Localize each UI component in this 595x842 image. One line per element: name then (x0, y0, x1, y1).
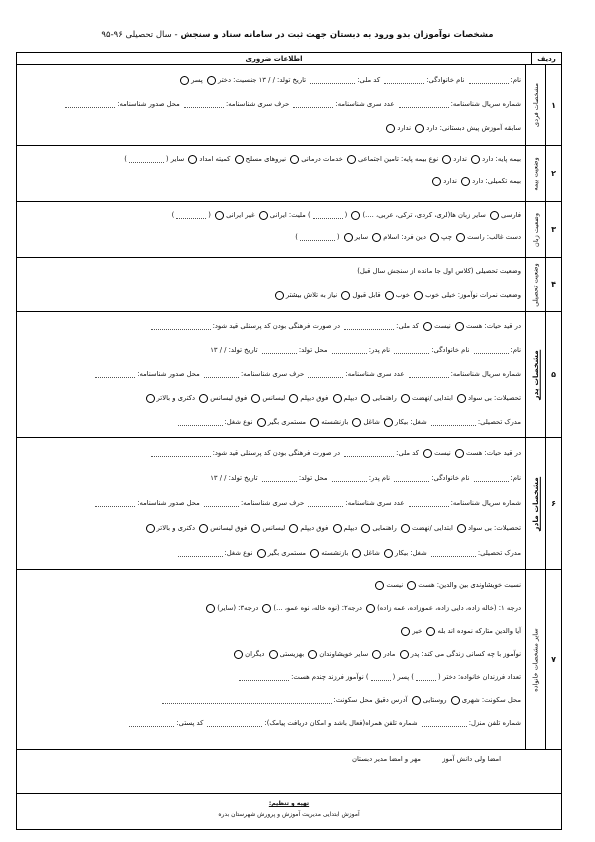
parent-signature: امضا ولی دانش آموز (442, 755, 501, 763)
home-phone-field[interactable] (422, 719, 467, 727)
signature-area (17, 752, 561, 792)
serial-no-field[interactable] (308, 370, 343, 378)
job-type-field[interactable] (178, 549, 223, 557)
issue-field[interactable] (65, 100, 115, 108)
section-education (17, 258, 561, 312)
section-number: ۶ (545, 438, 561, 569)
left-hand-radio[interactable] (430, 233, 439, 242)
army-radio[interactable] (235, 155, 244, 164)
serial-no-field[interactable] (308, 499, 343, 507)
row-phone: شماره تلفن منزل: شماره تلفن همراه(فعال باشد و امکان دریافت پیامک): کد پستی: (21, 718, 521, 728)
page-title (40, 30, 555, 40)
personnel-code-field[interactable] (151, 449, 211, 457)
serial-no-field[interactable] (293, 100, 333, 108)
serial-field[interactable] (399, 100, 449, 108)
middle-radio[interactable] (361, 394, 370, 403)
section-label: مشخصات پدر (525, 312, 545, 437)
live-father-radio[interactable] (400, 650, 409, 659)
row-alive: در قید حیات: هست نیست کد ملی: در صورت فرهنگی بودن کد پرسنلی قید شود: (21, 321, 521, 331)
foreign-radio[interactable] (215, 211, 224, 220)
section-number: ۱ (545, 65, 561, 145)
family-field[interactable] (384, 76, 424, 84)
daughters-field[interactable] (416, 673, 436, 681)
urban-radio[interactable] (451, 696, 460, 705)
divorce-yes-radio[interactable] (426, 627, 435, 636)
prepared-by (17, 793, 561, 829)
associate-radio[interactable] (289, 524, 298, 533)
relation-no-radio[interactable] (375, 581, 384, 590)
birth-order-field[interactable] (239, 673, 289, 681)
insurance-yes-radio[interactable] (471, 155, 480, 164)
serial-field[interactable] (409, 499, 449, 507)
preschool-no-radio[interactable] (386, 124, 395, 133)
other-religion-radio[interactable] (344, 233, 353, 242)
postal-code-field[interactable] (129, 719, 174, 727)
degree-field[interactable] (431, 549, 476, 557)
grandfather-field[interactable] (332, 346, 367, 354)
other-lang-field[interactable] (313, 211, 343, 219)
prepared-by-title: تهیه و تنظیم: (268, 800, 310, 807)
alive-no-radio[interactable] (423, 449, 432, 458)
father-nid-field[interactable] (344, 322, 394, 330)
supp-yes-radio[interactable] (461, 177, 470, 186)
section-body (21, 258, 521, 311)
right-hand-radio[interactable] (456, 233, 465, 242)
alive-yes-radio[interactable] (455, 322, 464, 331)
row-edu: تحصیلات: بی سواد ابتدایی /نهضت راهنمایی دیپلم فوق دیپلم لیسانس فوق لیسانس دکتری و بالاتر (21, 523, 521, 533)
illiterate-radio[interactable] (457, 524, 466, 533)
islam-radio[interactable] (372, 233, 381, 242)
supp-no-radio[interactable] (432, 177, 441, 186)
row-degree: درجه ۱: (خاله زاده، دایی زاده، عموزاده، عمه زاده) درجه۲: (نوه خاله، نوه عمو، ...) درجه۳: (سایر) (21, 603, 521, 613)
alive-yes-radio[interactable] (455, 449, 464, 458)
live-welfare-radio[interactable] (269, 650, 278, 659)
social-security-radio[interactable] (347, 155, 356, 164)
grandfather-field[interactable] (332, 474, 367, 482)
retired-radio[interactable] (310, 418, 319, 427)
illiterate-radio[interactable] (457, 394, 466, 403)
retired-radio[interactable] (310, 549, 319, 558)
row-preschool: سابقه آموزش پیش دبستانی: دارد ندارد (21, 123, 521, 133)
section-label: وضعیت بیمه (525, 146, 545, 201)
degree3-radio[interactable] (206, 604, 215, 613)
row-edu: وضعیت تحصیلی (کلاس اول جا مانده از سنجش سال قبل) (357, 267, 521, 275)
diploma-radio[interactable] (333, 524, 342, 533)
radif-header: ردیف (531, 53, 561, 65)
row-home: محل سکونت: شهری روستایی آدرس دقیق محل سکونت: (21, 695, 521, 705)
father-family-field[interactable] (394, 346, 429, 354)
row-job: مدرک تحصیلی: شغل: بیکار شاغل بازنشسته مستمری بگیر نوع شغل: (21, 417, 521, 427)
alive-no-radio[interactable] (423, 322, 432, 331)
personnel-code-field[interactable] (151, 322, 211, 330)
section-number: ۳ (545, 202, 561, 257)
relief-radio[interactable] (188, 155, 197, 164)
section-label: سایر مشخصات خانواده (525, 570, 545, 749)
section-number: ۷ (545, 570, 561, 749)
section-body (21, 312, 521, 437)
mother-name-field[interactable] (474, 474, 509, 482)
row-alive: در قید حیات: هست نیست کد ملی: در صورت فرهنگی بودن کد پرسنلی قید شود: (21, 448, 521, 458)
row-serial: شماره سریال شناسنامه: عدد سری شناسنامه: حرف سری شناسنامه: محل صدور شناسنامه: (21, 369, 521, 379)
issue-field[interactable] (95, 370, 135, 378)
good-radio[interactable] (385, 291, 394, 300)
unemployed-radio[interactable] (384, 549, 393, 558)
degree2-radio[interactable] (262, 604, 271, 613)
section-father (17, 312, 561, 438)
degree1-radio[interactable] (366, 604, 375, 613)
section-body (21, 570, 521, 749)
mother-nid-field[interactable] (344, 449, 394, 457)
row-edu: تحصیلات: بی سواد ابتدایی /نهضت راهنمایی دیپلم فوق دیپلم لیسانس فوق لیسانس دکتری و بالاتر (21, 393, 521, 403)
form-table (16, 52, 562, 830)
bachelor-radio[interactable] (251, 524, 260, 533)
diploma-radio[interactable] (333, 394, 342, 403)
insurance-no-radio[interactable] (442, 155, 451, 164)
section-family (17, 570, 561, 750)
needs-effort-radio[interactable] (275, 291, 284, 300)
job-type-field[interactable] (178, 418, 223, 426)
other-lang-radio[interactable] (351, 211, 360, 220)
serial-field[interactable] (409, 370, 449, 378)
row-divorce: آیا والدین متارکه نموده اند بله خیر (21, 626, 521, 636)
section-label: مشخصات فردی (525, 65, 545, 145)
row-supp: بیمه تکمیلی: دارد ندارد (21, 176, 521, 186)
medical-radio[interactable] (290, 155, 299, 164)
section-number: ۴ (545, 258, 561, 311)
section-label: وضعیت زبان (525, 202, 545, 257)
section-insurance (17, 146, 561, 202)
father-name-field[interactable] (474, 346, 509, 354)
row-name: نام: نام خانوادگی: کد ملی: تاریخ تولد: / / ۱۳ جنسیت: دختر پسر (21, 75, 521, 85)
nationality-field[interactable] (176, 211, 206, 219)
row-insurance: بیمه پایه: دارد ندارد نوع بیمه پایه: تامین اجتماعی خدمات درمانی نیروهای مسلح کمیته امداد سایر () (124, 155, 521, 163)
live-mother-radio[interactable] (372, 650, 381, 659)
prepared-by-office: آموزش ابتدایی مدیریت آموزش و پرورش شهرستان بدره (218, 811, 360, 818)
sons-field[interactable] (371, 673, 391, 681)
serial-letter-field[interactable] (184, 100, 224, 108)
live-others-radio[interactable] (234, 650, 243, 659)
very-good-radio[interactable] (414, 291, 423, 300)
row-name: نام: نام خانوادگی: نام پدر: محل تولد: تاریخ تولد: / / ۱۳ (210, 474, 521, 482)
serial-letter-field[interactable] (204, 499, 239, 507)
title-year: - سال تحصیلی ۹۶-۹۵ (101, 30, 178, 40)
pensioner-radio[interactable] (257, 549, 266, 558)
relation-yes-radio[interactable] (407, 581, 416, 590)
row-serial: شماره سریال شناسنامه: عدد سری شناسنامه: حرف سری شناسنامه: محل صدور شناسنامه: (21, 99, 521, 109)
section-number: ۵ (545, 312, 561, 437)
essential-info-header: اطلاعات ضروری (245, 55, 303, 63)
section-body (21, 65, 521, 145)
section-body (21, 438, 521, 569)
address-field[interactable] (162, 696, 332, 704)
master-radio[interactable] (199, 524, 208, 533)
bachelor-radio[interactable] (251, 394, 260, 403)
mother-family-field[interactable] (394, 474, 429, 482)
row-language: فارسی سایر زبان ها(لری، کردی، ترکی، عربی، ....) () ملیت: ایرانی غیر ایرانی () (171, 211, 521, 219)
table-header (17, 53, 561, 65)
acceptable-radio[interactable] (341, 291, 350, 300)
primary-radio[interactable] (401, 524, 410, 533)
degree-field[interactable] (431, 418, 476, 426)
middle-radio[interactable] (361, 524, 370, 533)
master-radio[interactable] (199, 394, 208, 403)
section-mother (17, 438, 561, 570)
section-label: مشخصات مادر (525, 438, 545, 569)
row-kids: تعداد فرزندان خانواده: دختر () پسر () نوآموز فرزند چندم هست: (21, 672, 521, 682)
nid-field[interactable] (310, 76, 355, 84)
phd-radio[interactable] (146, 394, 155, 403)
birthplace-field[interactable] (262, 474, 297, 482)
employed-radio[interactable] (352, 418, 361, 427)
title-main: مشخصات نوآموزان بدو ورود به دبستان جهت ثبت در سامانه سناد و سنجش (180, 30, 494, 40)
farsi-radio[interactable] (490, 211, 499, 220)
row-grades: وضعیت نمرات نوآموز: خیلی خوب خوب قابل قبول نیاز به تلاش بیشتر (21, 290, 521, 300)
boy-radio[interactable] (180, 76, 189, 85)
girl-radio[interactable] (207, 76, 216, 85)
section-personal (17, 65, 561, 146)
row-live: نوآموز با چه کسانی زندگی می کند: پدر مادر سایر خویشاوندان بهزیستی دیگران (21, 649, 521, 659)
row-relation: نسبت خویشاوندی بین والدین: هست نیست (21, 580, 521, 590)
pensioner-radio[interactable] (257, 418, 266, 427)
section-body (21, 146, 521, 201)
section-number: ۲ (545, 146, 561, 201)
phd-radio[interactable] (146, 524, 155, 533)
section-label: وضعیت تحصیلی (525, 258, 545, 311)
row-name: نام: نام خانوادگی: نام پدر: محل تولد: تاریخ تولد: / / ۱۳ (210, 346, 521, 354)
row-hand: دست غالب: راست چپ دین فرد: اسلام سایر () (295, 233, 521, 241)
associate-radio[interactable] (289, 394, 298, 403)
mobile-field[interactable] (207, 719, 262, 727)
section-body (21, 202, 521, 257)
birthplace-field[interactable] (262, 346, 297, 354)
serial-letter-field[interactable] (204, 370, 239, 378)
name-field[interactable] (469, 76, 509, 84)
issue-field[interactable] (95, 499, 135, 507)
principal-signature: مهر و امضا مدیر دبستان (352, 755, 421, 763)
primary-radio[interactable] (401, 394, 410, 403)
iranian-radio[interactable] (259, 211, 268, 220)
religion-field[interactable] (300, 233, 335, 241)
row-job: مدرک تحصیلی: شغل: بیکار شاغل بازنشسته مستمری بگیر نوع شغل: (21, 548, 521, 558)
row-serial: شماره سریال شناسنامه: عدد سری شناسنامه: حرف سری شناسنامه: محل صدور شناسنامه: (21, 498, 521, 508)
unemployed-radio[interactable] (384, 418, 393, 427)
live-relatives-radio[interactable] (308, 650, 317, 659)
preschool-yes-radio[interactable] (415, 124, 424, 133)
employed-radio[interactable] (352, 549, 361, 558)
divorce-no-radio[interactable] (401, 627, 410, 636)
other-insurance-field[interactable] (129, 155, 164, 163)
rural-radio[interactable] (412, 696, 421, 705)
section-language (17, 202, 561, 258)
